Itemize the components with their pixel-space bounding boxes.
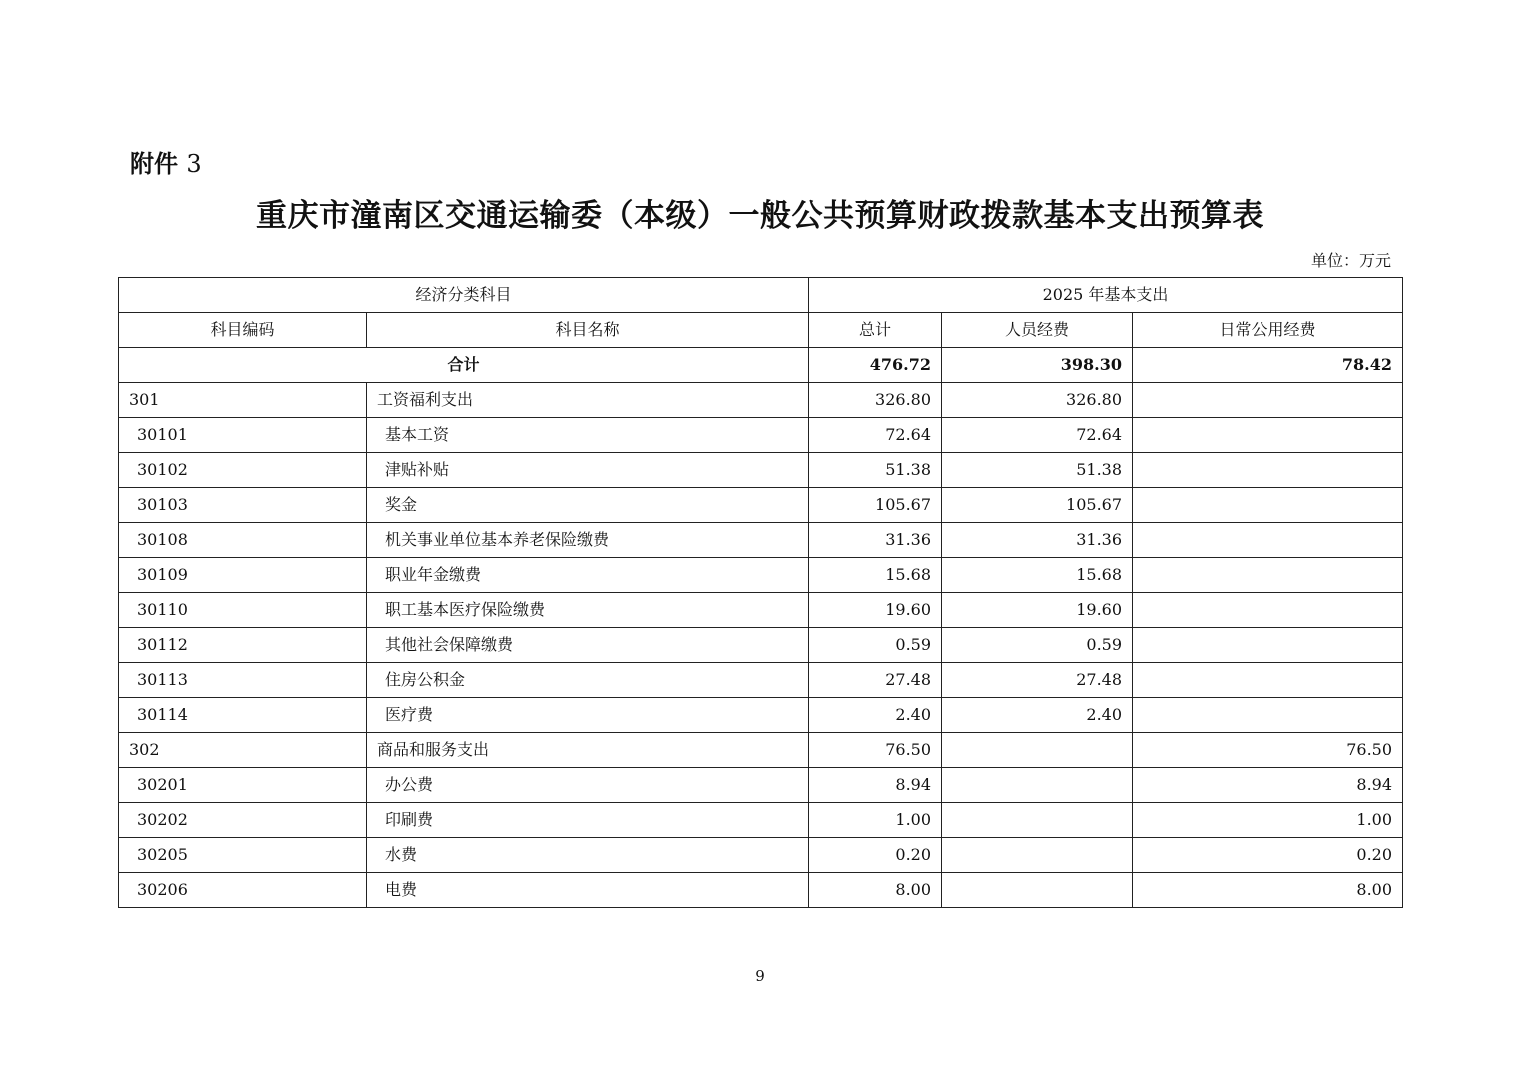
total-public: 78.42 xyxy=(1133,348,1403,383)
table-row xyxy=(119,803,1403,838)
row-total: 1.00 xyxy=(809,803,942,838)
row-personnel xyxy=(942,838,1133,873)
row-personnel xyxy=(942,873,1133,908)
row-public xyxy=(1133,698,1403,733)
row-public xyxy=(1133,383,1403,418)
table-row xyxy=(119,383,1403,418)
row-total: 8.00 xyxy=(809,873,942,908)
row-public: 76.50 xyxy=(1133,733,1403,768)
total-sum: 476.72 xyxy=(809,348,942,383)
row-personnel: 0.59 xyxy=(942,628,1133,663)
row-personnel: 326.80 xyxy=(942,383,1133,418)
header-row-group xyxy=(119,278,1403,313)
row-total: 0.59 xyxy=(809,628,942,663)
total-label: 合计 xyxy=(119,348,809,383)
row-personnel: 27.48 xyxy=(942,663,1133,698)
total-personnel: 398.30 xyxy=(942,348,1133,383)
row-total: 19.60 xyxy=(809,593,942,628)
row-name: 商品和服务支出 xyxy=(367,733,809,768)
row-name: 奖金 xyxy=(367,488,809,523)
row-name: 职业年金缴费 xyxy=(367,558,809,593)
row-public xyxy=(1133,663,1403,698)
row-total: 15.68 xyxy=(809,558,942,593)
row-code: 30114 xyxy=(119,698,367,733)
row-total: 76.50 xyxy=(809,733,942,768)
row-name: 职工基本医疗保险缴费 xyxy=(367,593,809,628)
row-public: 8.94 xyxy=(1133,768,1403,803)
budget-table xyxy=(118,277,1403,908)
row-public xyxy=(1133,628,1403,663)
table-row xyxy=(119,733,1403,768)
row-total: 105.67 xyxy=(809,488,942,523)
row-personnel xyxy=(942,768,1133,803)
row-public xyxy=(1133,453,1403,488)
row-total: 51.38 xyxy=(809,453,942,488)
total-row xyxy=(119,348,1403,383)
header-row-columns xyxy=(119,313,1403,348)
row-name: 工资福利支出 xyxy=(367,383,809,418)
row-name: 印刷费 xyxy=(367,803,809,838)
row-code: 30109 xyxy=(119,558,367,593)
table-row xyxy=(119,523,1403,558)
annex-text: 附件 xyxy=(130,150,178,178)
row-personnel xyxy=(942,803,1133,838)
page-number: 9 xyxy=(755,967,765,985)
row-public xyxy=(1133,488,1403,523)
row-public xyxy=(1133,558,1403,593)
table-row xyxy=(119,453,1403,488)
row-name: 其他社会保障缴费 xyxy=(367,628,809,663)
row-code: 30206 xyxy=(119,873,367,908)
page-title: 重庆市潼南区交通运输委（本级）一般公共预算财政拨款基本支出预算表 xyxy=(256,198,1264,234)
row-personnel: 105.67 xyxy=(942,488,1133,523)
table-row xyxy=(119,418,1403,453)
row-code: 302 xyxy=(119,733,367,768)
row-total: 72.64 xyxy=(809,418,942,453)
row-total: 326.80 xyxy=(809,383,942,418)
table-row xyxy=(119,838,1403,873)
row-personnel: 19.60 xyxy=(942,593,1133,628)
row-code: 30112 xyxy=(119,628,367,663)
row-personnel: 51.38 xyxy=(942,453,1133,488)
row-code: 30113 xyxy=(119,663,367,698)
row-name: 办公费 xyxy=(367,768,809,803)
row-personnel: 72.64 xyxy=(942,418,1133,453)
row-code: 30103 xyxy=(119,488,367,523)
table-row xyxy=(119,698,1403,733)
header-code: 科目编码 xyxy=(119,313,367,348)
table-row xyxy=(119,488,1403,523)
row-total: 2.40 xyxy=(809,698,942,733)
header-total: 总计 xyxy=(809,313,942,348)
row-name: 电费 xyxy=(367,873,809,908)
unit-label: 单位：万元 xyxy=(1310,251,1391,270)
table-row xyxy=(119,593,1403,628)
annex-number: 3 xyxy=(186,150,202,178)
row-public: 1.00 xyxy=(1133,803,1403,838)
row-public xyxy=(1133,418,1403,453)
row-name: 水费 xyxy=(367,838,809,873)
row-total: 31.36 xyxy=(809,523,942,558)
header-public: 日常公用经费 xyxy=(1133,313,1403,348)
row-code: 30110 xyxy=(119,593,367,628)
row-name: 机关事业单位基本养老保险缴费 xyxy=(367,523,809,558)
header-basic-expenditure: 2025 年基本支出 xyxy=(809,278,1403,313)
row-public xyxy=(1133,593,1403,628)
header-economic-classification: 经济分类科目 xyxy=(119,278,809,313)
row-public: 0.20 xyxy=(1133,838,1403,873)
row-public: 8.00 xyxy=(1133,873,1403,908)
row-code: 30108 xyxy=(119,523,367,558)
table-row xyxy=(119,628,1403,663)
row-total: 27.48 xyxy=(809,663,942,698)
row-personnel xyxy=(942,733,1133,768)
row-name: 津贴补贴 xyxy=(367,453,809,488)
row-code: 30201 xyxy=(119,768,367,803)
table-row xyxy=(119,663,1403,698)
row-personnel: 31.36 xyxy=(942,523,1133,558)
row-name: 住房公积金 xyxy=(367,663,809,698)
row-total: 8.94 xyxy=(809,768,942,803)
table-row xyxy=(119,558,1403,593)
row-code: 30205 xyxy=(119,838,367,873)
row-name: 医疗费 xyxy=(367,698,809,733)
annex-label xyxy=(130,144,202,179)
row-personnel: 2.40 xyxy=(942,698,1133,733)
row-code: 30202 xyxy=(119,803,367,838)
row-personnel: 15.68 xyxy=(942,558,1133,593)
header-personnel: 人员经费 xyxy=(942,313,1133,348)
row-total: 0.20 xyxy=(809,838,942,873)
row-code: 301 xyxy=(119,383,367,418)
row-code: 30102 xyxy=(119,453,367,488)
table-row xyxy=(119,768,1403,803)
row-code: 30101 xyxy=(119,418,367,453)
table-row xyxy=(119,873,1403,908)
row-name: 基本工资 xyxy=(367,418,809,453)
row-public xyxy=(1133,523,1403,558)
header-name: 科目名称 xyxy=(367,313,809,348)
